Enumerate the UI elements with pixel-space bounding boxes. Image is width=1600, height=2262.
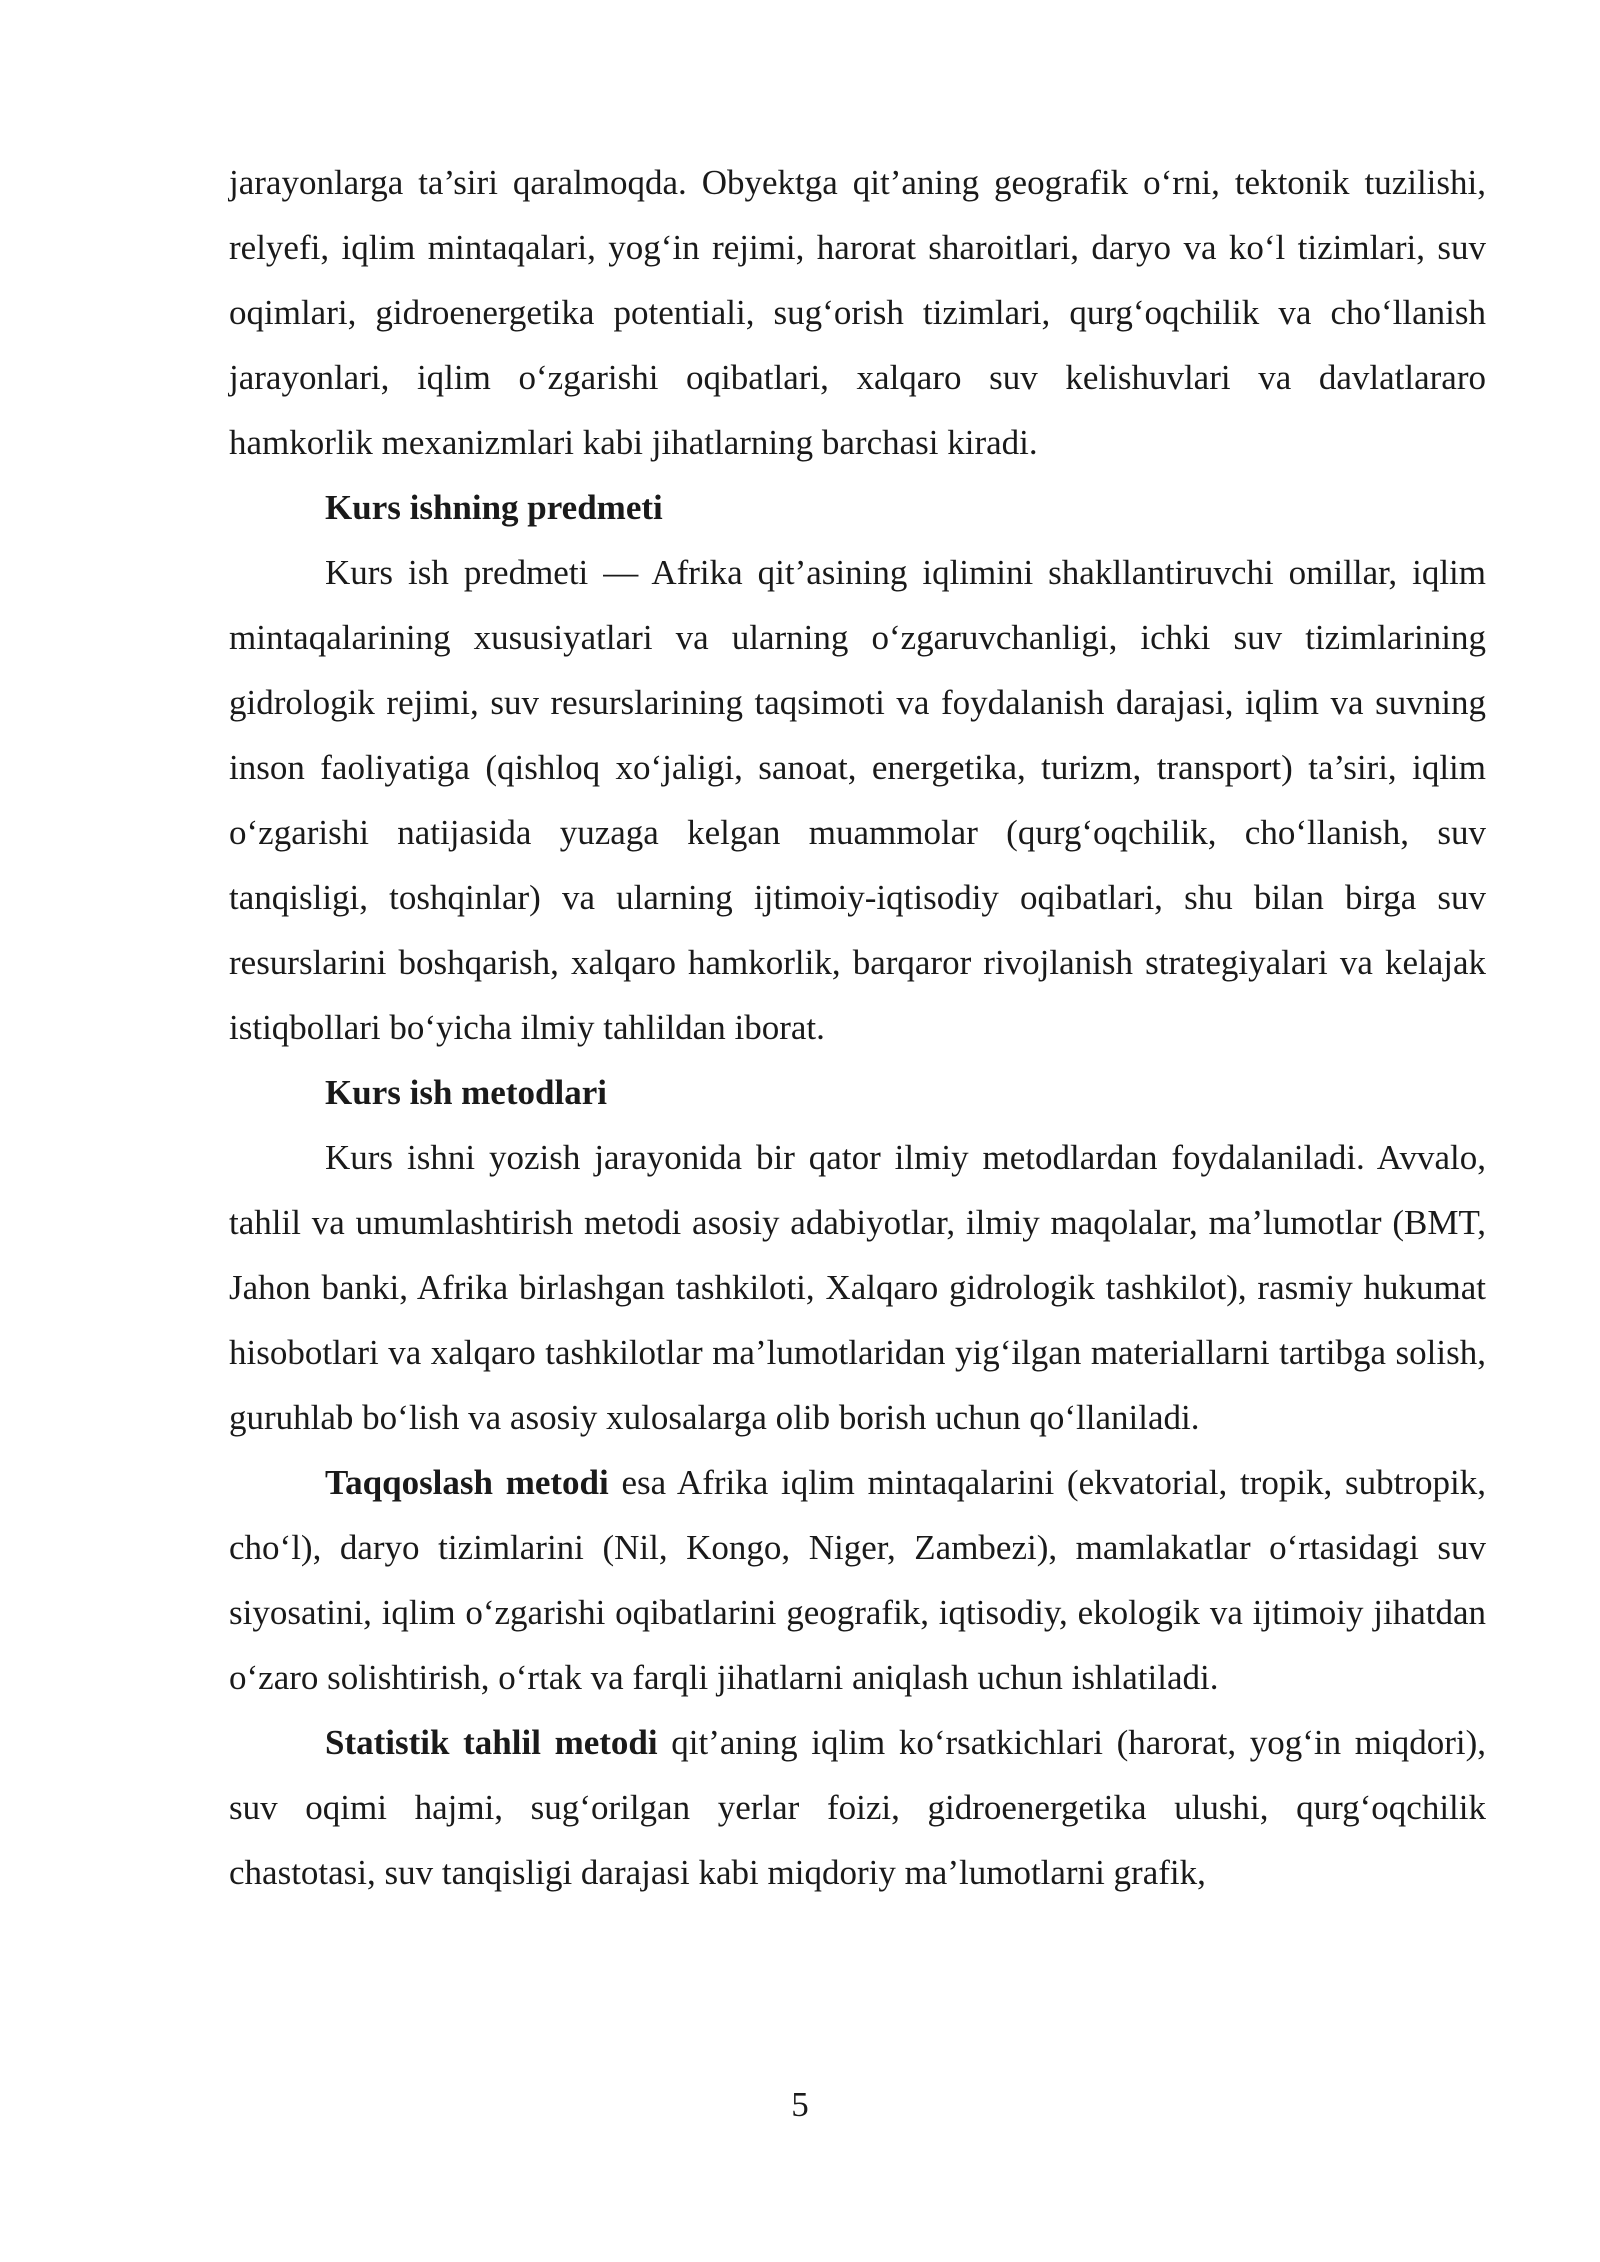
comparison-method-term: Taqqoslash metodi: [325, 1463, 609, 1502]
statistical-method-text: qit’aning iqlim ko‘rsatkichlari (harorat, yog‘in miqdori), suv oqimi hajmi, sug‘orilgan yerlar foizi, gidroenergetika ulushi, qurg‘oqchilik chastotasi, suv tanqisligi darajasi kabi miqdoriy ma’lumotlarni grafik,: [229, 1723, 1487, 1892]
subject-heading: Kurs ishning predmeti: [325, 488, 663, 527]
comparison-method-text: esa Afrika iqlim mintaqalarini (ekvatorial, tropik, subtropik, cho‘l), daryo tizimlarini (Nil, Kongo, Niger, Zambezi), mamlakatlar o‘rtasidagi suv siyosatini, iqlim o‘zgarishi oqibatlarini geografik, iqtisodiy, ekologik va ijtimoiy jihatdan o‘zaro solishtirish, o‘rtak va farqli jihatlarni aniqlash uchun ishlatiladi.: [229, 1463, 1486, 1697]
page-body: [229, 150, 1486, 1905]
page-number: 5: [791, 2085, 809, 2124]
intro-paragraph: jarayonlarga ta’siri qaralmoqda. Obyektga qit’aning geografik o‘rni, tektonik tuzilishi, relyefi, iqlim mintaqalari, yog‘in rejimi, harorat sharoitlari, daryo va ko‘l tizimlari, suv oqimlari, gidroenergetika potentiali, sug‘orish tizimlari, qurg‘oqchilik va cho‘llanish jarayonlari, iqlim o‘zgarishi oqibatlari, xalqaro suv kelishuvlari va davlatlararo hamkorlik mexanizmlari kabi jihatlarning barchasi kiradi.: [229, 163, 1486, 462]
subject-paragraph: Kurs ish predmeti — Afrika qit’asining iqlimini shakllantiruvchi omillar, iqlim mintaqalarining xususiyatlari va ularning o‘zgaruvchanligi, ichki suv tizimlarining gidrologik rejimi, suv resurslarining taqsimoti va foydalanish darajasi, iqlim va suvning inson faoliyatiga (qishloq xo‘jaligi, sanoat, energetika, turizm, transport) ta’siri, iqlim o‘zgarishi natijasida yuzaga kelgan muammolar (qurg‘oqchilik, cho‘llanish, suv tanqisligi, toshqinlar) va ularning ijtimoiy-iqtisodiy oqibatlari, shu bilan birga suv resurslarini boshqarish, xalqaro hamkorlik, barqaror rivojlanish strategiyalari va kelajak istiqbollari bo‘yicha ilmiy tahlildan iborat.: [229, 553, 1486, 1047]
statistical-method-paragraph: [229, 1710, 1486, 1905]
comparison-method-paragraph: [229, 1450, 1486, 1710]
methods-paragraph: Kurs ishni yozish jarayonida bir qator ilmiy metodlardan foydalaniladi. Avvalo, tahlil va umumlashtirish metodi asosiy adabiyotlar, ilmiy maqolalar, ma’lumotlar (BMT, Jahon banki, Afrika birlashgan tashkiloti, Xalqaro gidrologik tashkilot), rasmiy hukumat hisobotlari va xalqaro tashkilotlar ma’lumotlaridan yig‘ilgan materiallarni tartibga solish, guruhlab bo‘lish va asosiy xulosalarga olib borish uchun qo‘llaniladi.: [229, 1138, 1486, 1437]
methods-heading: Kurs ish metodlari: [325, 1073, 607, 1112]
statistical-method-term: Statistik tahlil metodi: [325, 1723, 658, 1762]
